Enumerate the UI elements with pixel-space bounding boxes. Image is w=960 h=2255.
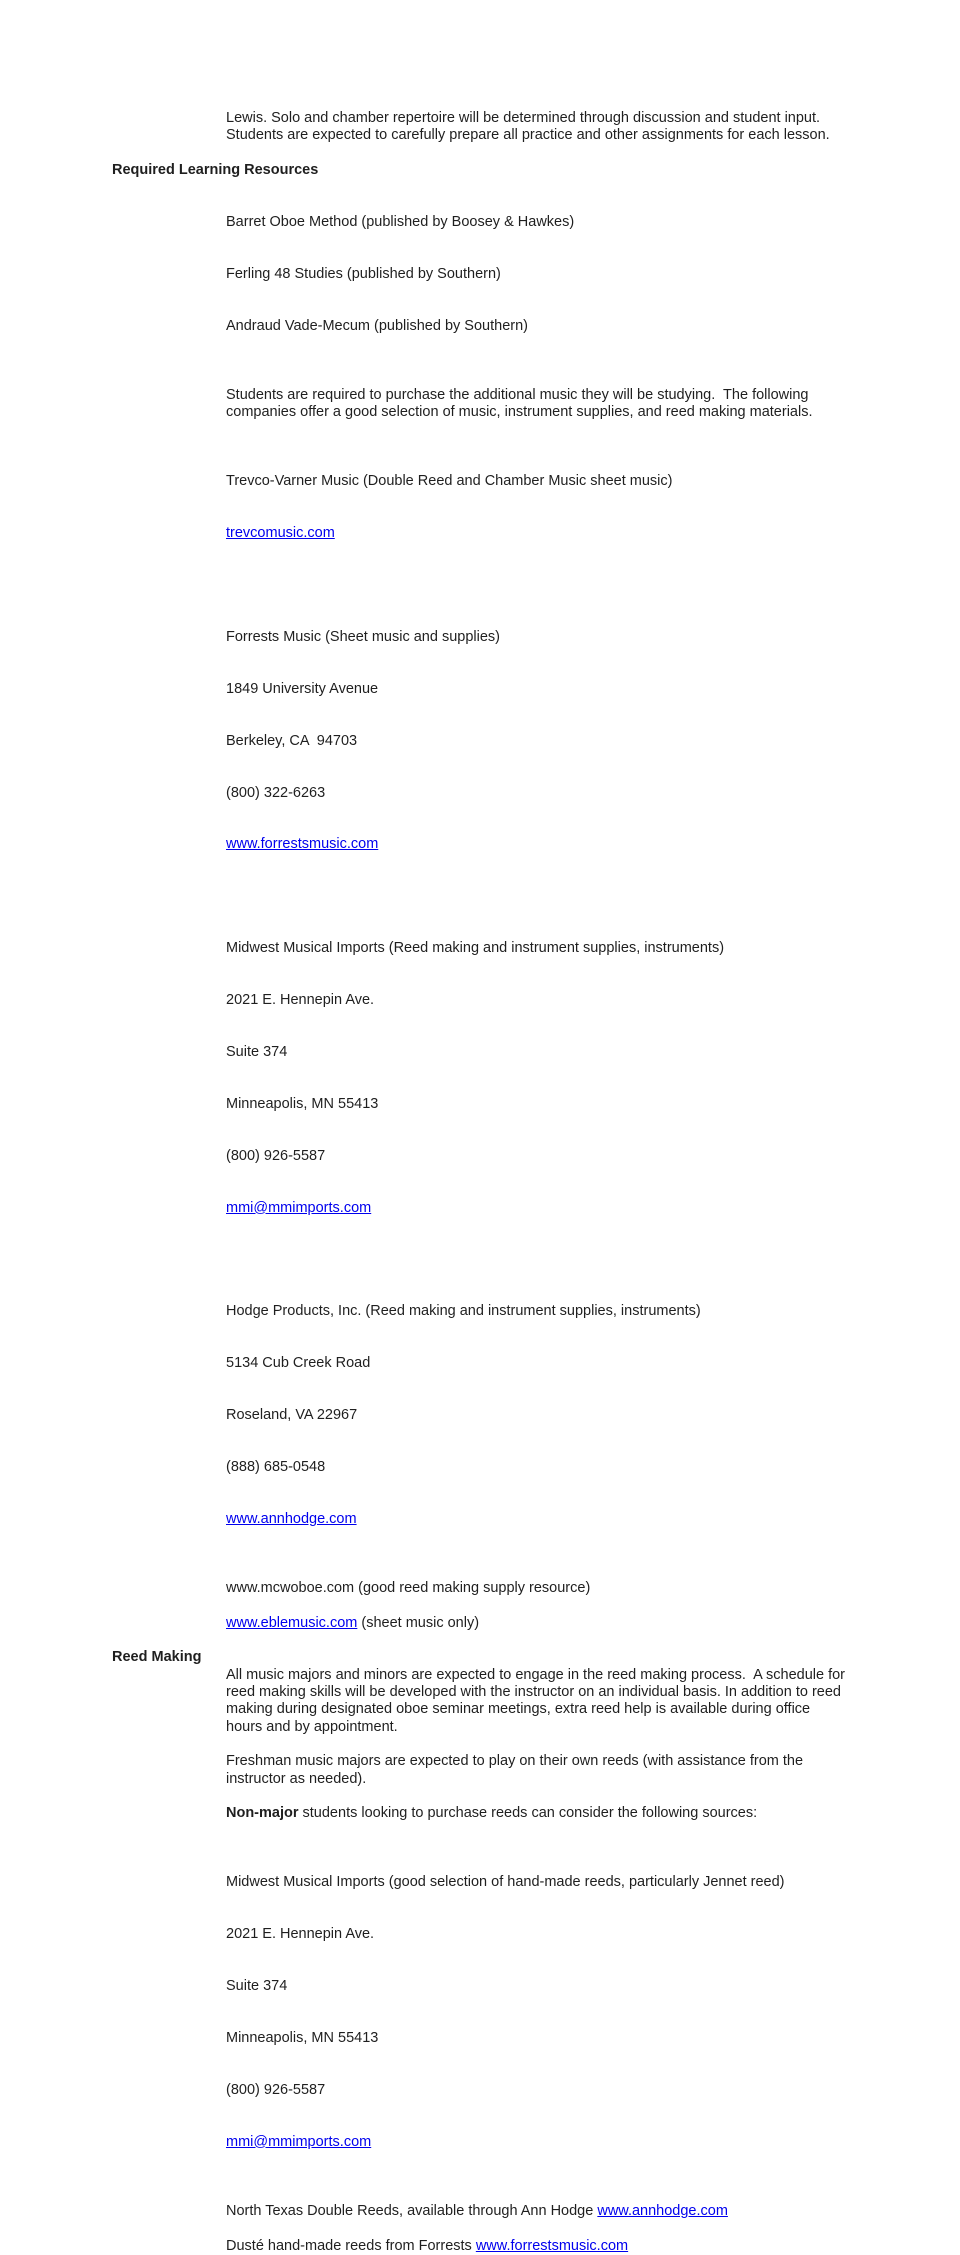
book-item: Ferling 48 Studies (published by Southern) [226,265,501,282]
supplier-name: Midwest Musical Imports (Reed making and instrument supplies, instruments) [226,940,725,957]
annhodge-link[interactable]: www.annhodge.com [597,2202,728,2219]
book-list [226,179,848,369]
trevcomusic-link[interactable]: trevcomusic.com [226,525,335,542]
supplier-phone: (800) 926-5587 [226,1147,326,1164]
heading-reed-making: Reed Making [112,1649,202,1666]
supplier-name: Forrests Music (Sheet music and supplies) [226,628,500,645]
supplier-address-line: 2021 E. Hennepin Ave. [226,992,375,1009]
supplier-link-line [226,2134,848,2151]
supplier-address-line: Suite 374 [226,1044,288,1061]
forrestsmusic-link[interactable]: www.forrestsmusic.com [226,836,379,853]
mcwoboe-note-line: www.mcwoboe.com (good reed making supply resource) [226,1580,591,1597]
supplier-phone: (800) 322-6263 [226,784,326,801]
reed-making-policy-paragraph: All music majors and minors are expected to engage in the reed making process. A schedule for reed making skills will be developed with the instructor on an individual basis. In addition to reed making during designated oboe seminar meetings, extra reed help is available during office hours and by appointment. [226,1666,850,1735]
mmimports-email-link[interactable]: mmi@mmimports.com [226,2133,372,2150]
book-item: Andraud Vade-Mecum (published by Southern) [226,317,528,334]
supplier-address-line: 2021 E. Hennepin Ave. [226,1926,375,1943]
supplier-address-line: Roseland, VA 22967 [226,1407,358,1424]
heading-required-learning-resources: Required Learning Resources [112,161,319,178]
duste-line [226,2238,848,2255]
supplier-name: Midwest Musical Imports (good selection of hand-made reeds, particularly Jennet reed) [226,1874,785,1891]
supplier-block-forrests [226,594,848,888]
supplier-link-line [226,1200,848,1217]
eble-note: (sheet music only) [357,1614,480,1631]
freshman-paragraph: Freshman music majors are expected to play on their own reeds (with assistance from the instructor as needed). [226,1753,808,1787]
duste-text: Dusté hand-made reeds from Forrests [226,2237,476,2254]
supplier-address-line: Berkeley, CA 94703 [226,732,358,749]
nonmajor-rest: students looking to purchase reeds can consider the following sources: [298,1805,758,1822]
eble-line [226,1615,848,1632]
supplier-block-midwest-reeds [226,1840,848,2186]
supplier-address-line: Minneapolis, MN 55413 [226,2029,379,2046]
supplier-address-line: Suite 374 [226,1978,288,1995]
purchase-note-paragraph: Students are required to purchase the additional music they will be studying. The following companies offer a good selection of music, instrument supplies, and reed making materials. [226,386,813,421]
supplier-address-line: 1849 University Avenue [226,680,379,697]
nonmajor-lead: Non-major [226,1805,299,1822]
book-item: Barret Oboe Method (published by Boosey & Hawkes) [226,213,575,230]
supplier-name: Trevco-Varner Music (Double Reed and Chamber Music sheet music) [226,473,673,490]
intro-paragraph: Lewis. Solo and chamber repertoire will be determined through discussion and student input. Students are expected to carefully prepare all practice and other assignments for each lesson. [226,110,830,144]
annhodge-link[interactable]: www.annhodge.com [226,1511,357,1528]
mmimports-email-link[interactable]: mmi@mmimports.com [226,1199,372,1216]
north-texas-text: North Texas Double Reeds, available through Ann Hodge [226,2202,598,2219]
supplier-link-line [226,1511,848,1528]
supplier-link-line [226,836,848,853]
supplier-phone: (800) 926-5587 [226,2081,326,2098]
forrestsmusic-link[interactable]: www.forrestsmusic.com [475,2237,629,2254]
supplier-name: Hodge Products, Inc. (Reed making and instrument supplies, instruments) [226,1303,701,1320]
supplier-block-midwest [226,906,848,1252]
supplier-block-hodge [226,1269,848,1563]
north-texas-line [226,2203,848,2220]
supplier-phone: (888) 685-0548 [226,1459,326,1476]
supplier-link-line [226,525,848,542]
supplier-block-trevco [226,439,848,577]
supplier-address-line: Minneapolis, MN 55413 [226,1095,379,1112]
eblemusic-link[interactable]: www.eblemusic.com [226,1614,358,1631]
nonmajor-paragraph [226,1805,848,1822]
supplier-address-line: 5134 Cub Creek Road [226,1355,371,1372]
